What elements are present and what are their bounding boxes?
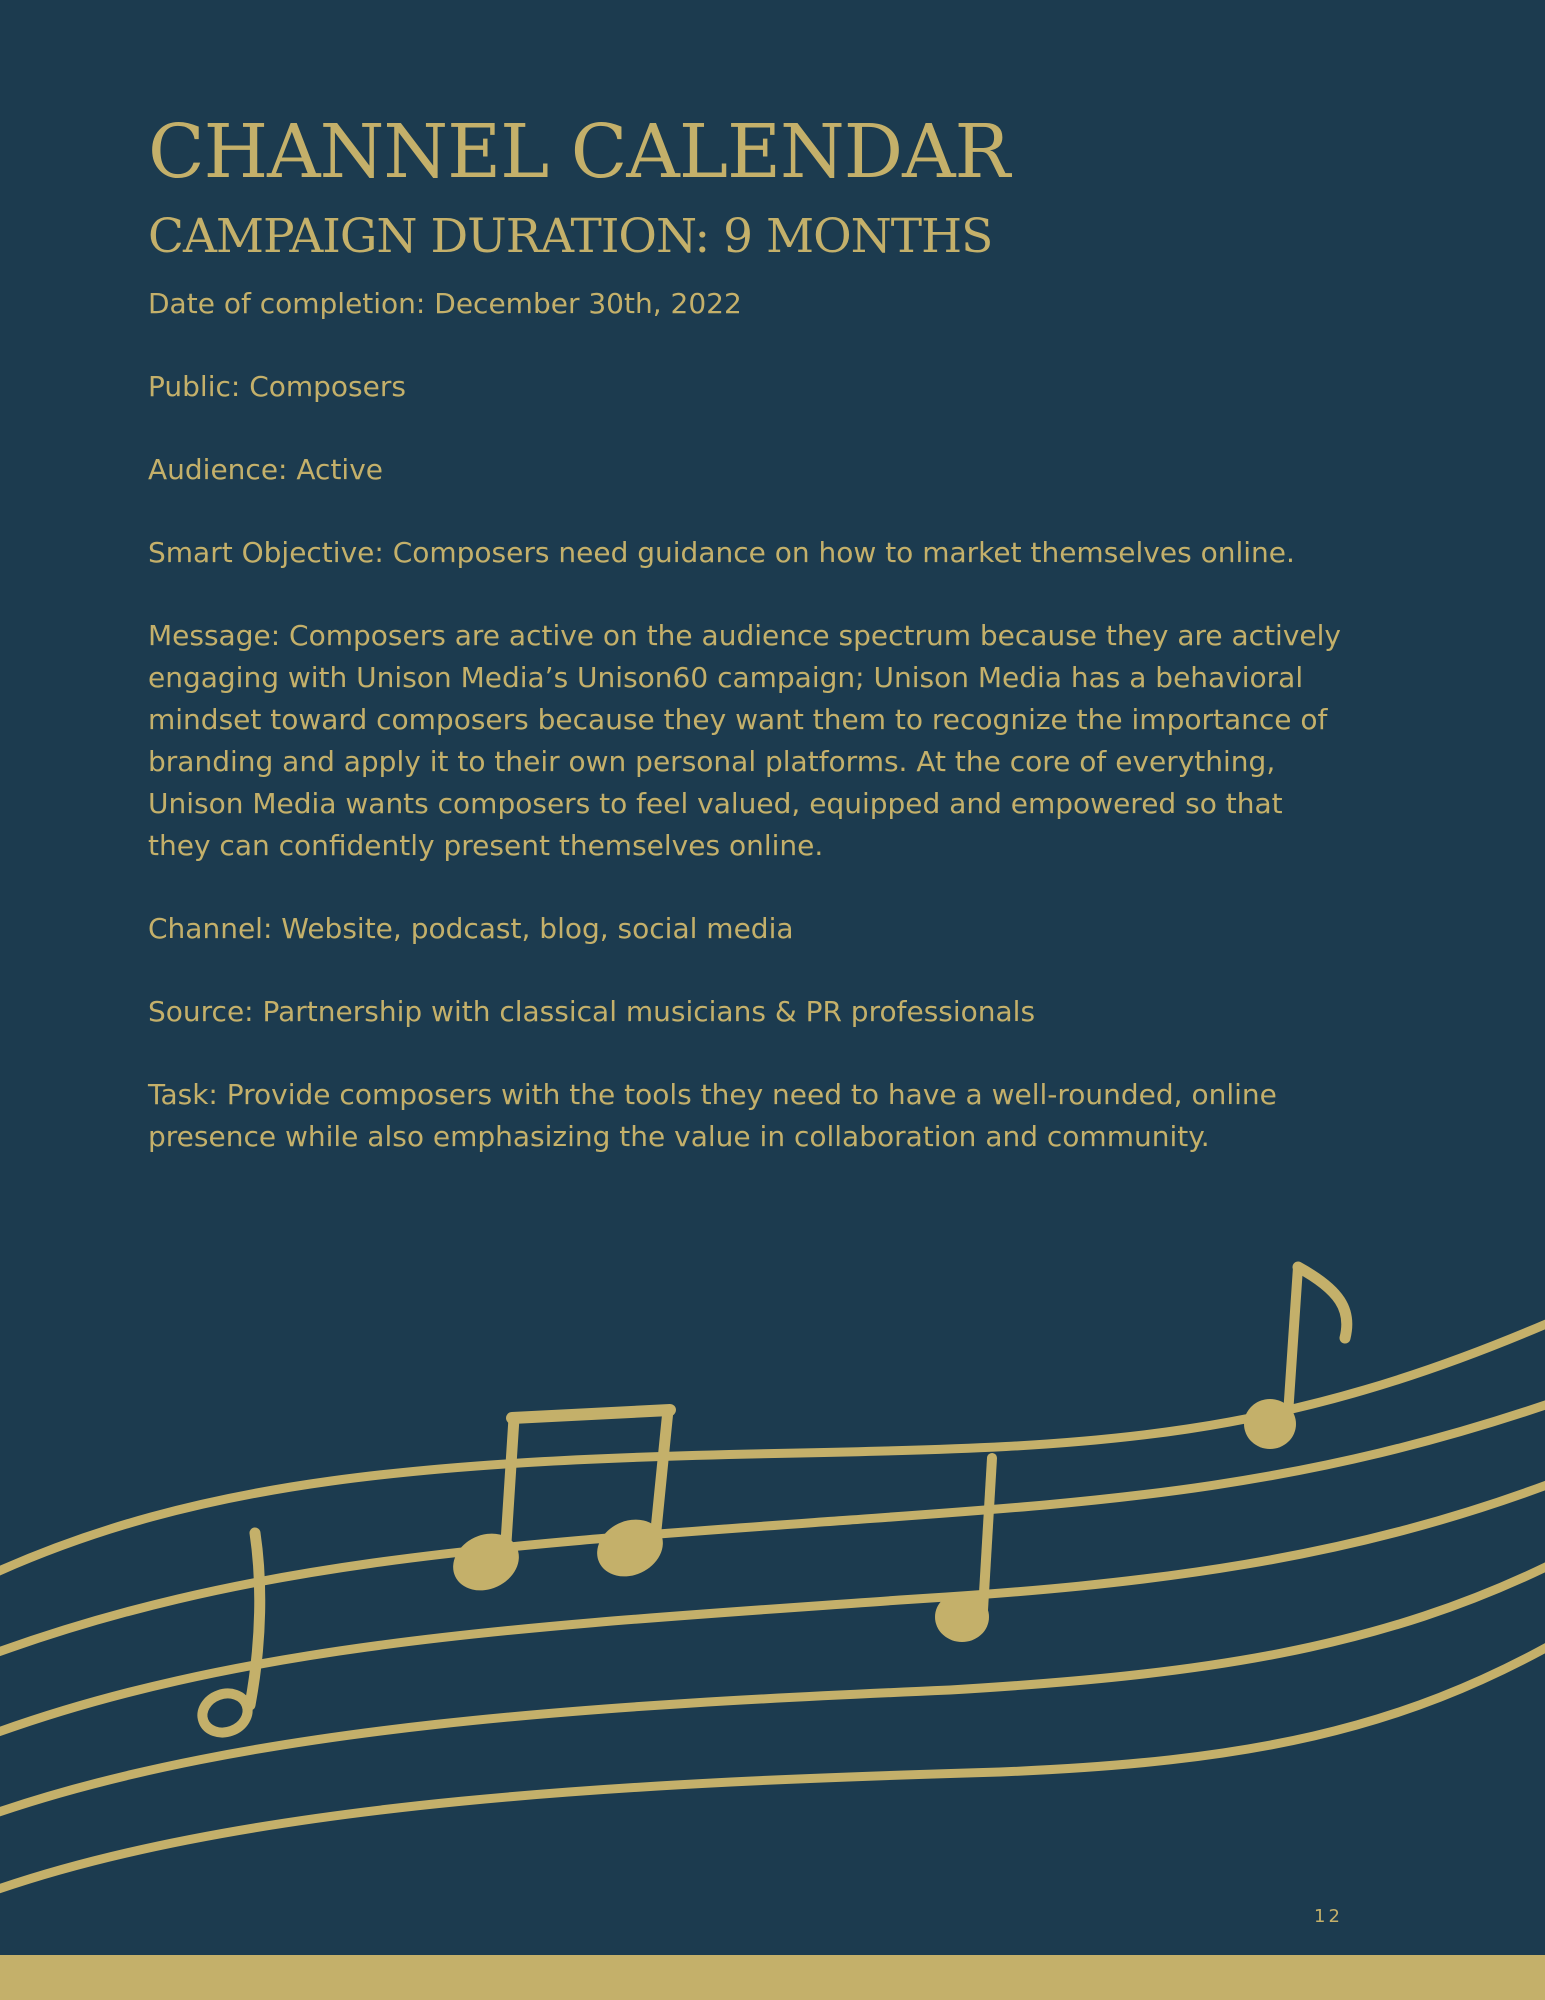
quarter-note-icon [935, 1458, 992, 1642]
source-field: Source: Partnership with classical musicians & PR professionals [148, 995, 1036, 1029]
smart-objective-field: Smart Objective: Composers need guidance on how to market themselves online. [148, 536, 1295, 570]
field-list [148, 283, 1348, 1158]
page-number: 12 [1314, 1906, 1343, 1927]
content [148, 109, 1348, 1199]
task-field: Task: Provide composers with the tools they need to have a well-rounded, online presence while also emphasizing the value in collaboration and community. [148, 1078, 1277, 1154]
public-field: Public: Composers [148, 370, 406, 404]
music-staff-icon [0, 1240, 1545, 1940]
eighth-note-icon [1244, 1267, 1347, 1449]
staff-lines [0, 1318, 1545, 1892]
beamed-eighth-notes-icon [444, 1410, 672, 1601]
campaign-duration-heading: CAMPAIGN DURATION: 9 MONTHS [148, 209, 993, 265]
footer-bar [0, 1955, 1545, 2000]
message-field: Message: Composers are active on the audience spectrum because they are actively engaging with Unison Media’s Unison60 campaign; Unison Media has a behavioral mindset toward composers because they want them to recognize the importance of branding and apply it to their own personal platforms. At the core of everything, Unison Media wants composers to feel valued, equipped and empowered so that they can confidently present themselves online. [148, 619, 1341, 863]
page-title: CHANNEL CALENDAR [148, 109, 1010, 195]
completion-date-field: Date of completion: December 30th, 2022 [148, 287, 742, 321]
half-note-icon [197, 1533, 260, 1739]
audience-field: Audience: Active [148, 453, 383, 487]
channel-field: Channel: Website, podcast, blog, social media [148, 912, 794, 946]
